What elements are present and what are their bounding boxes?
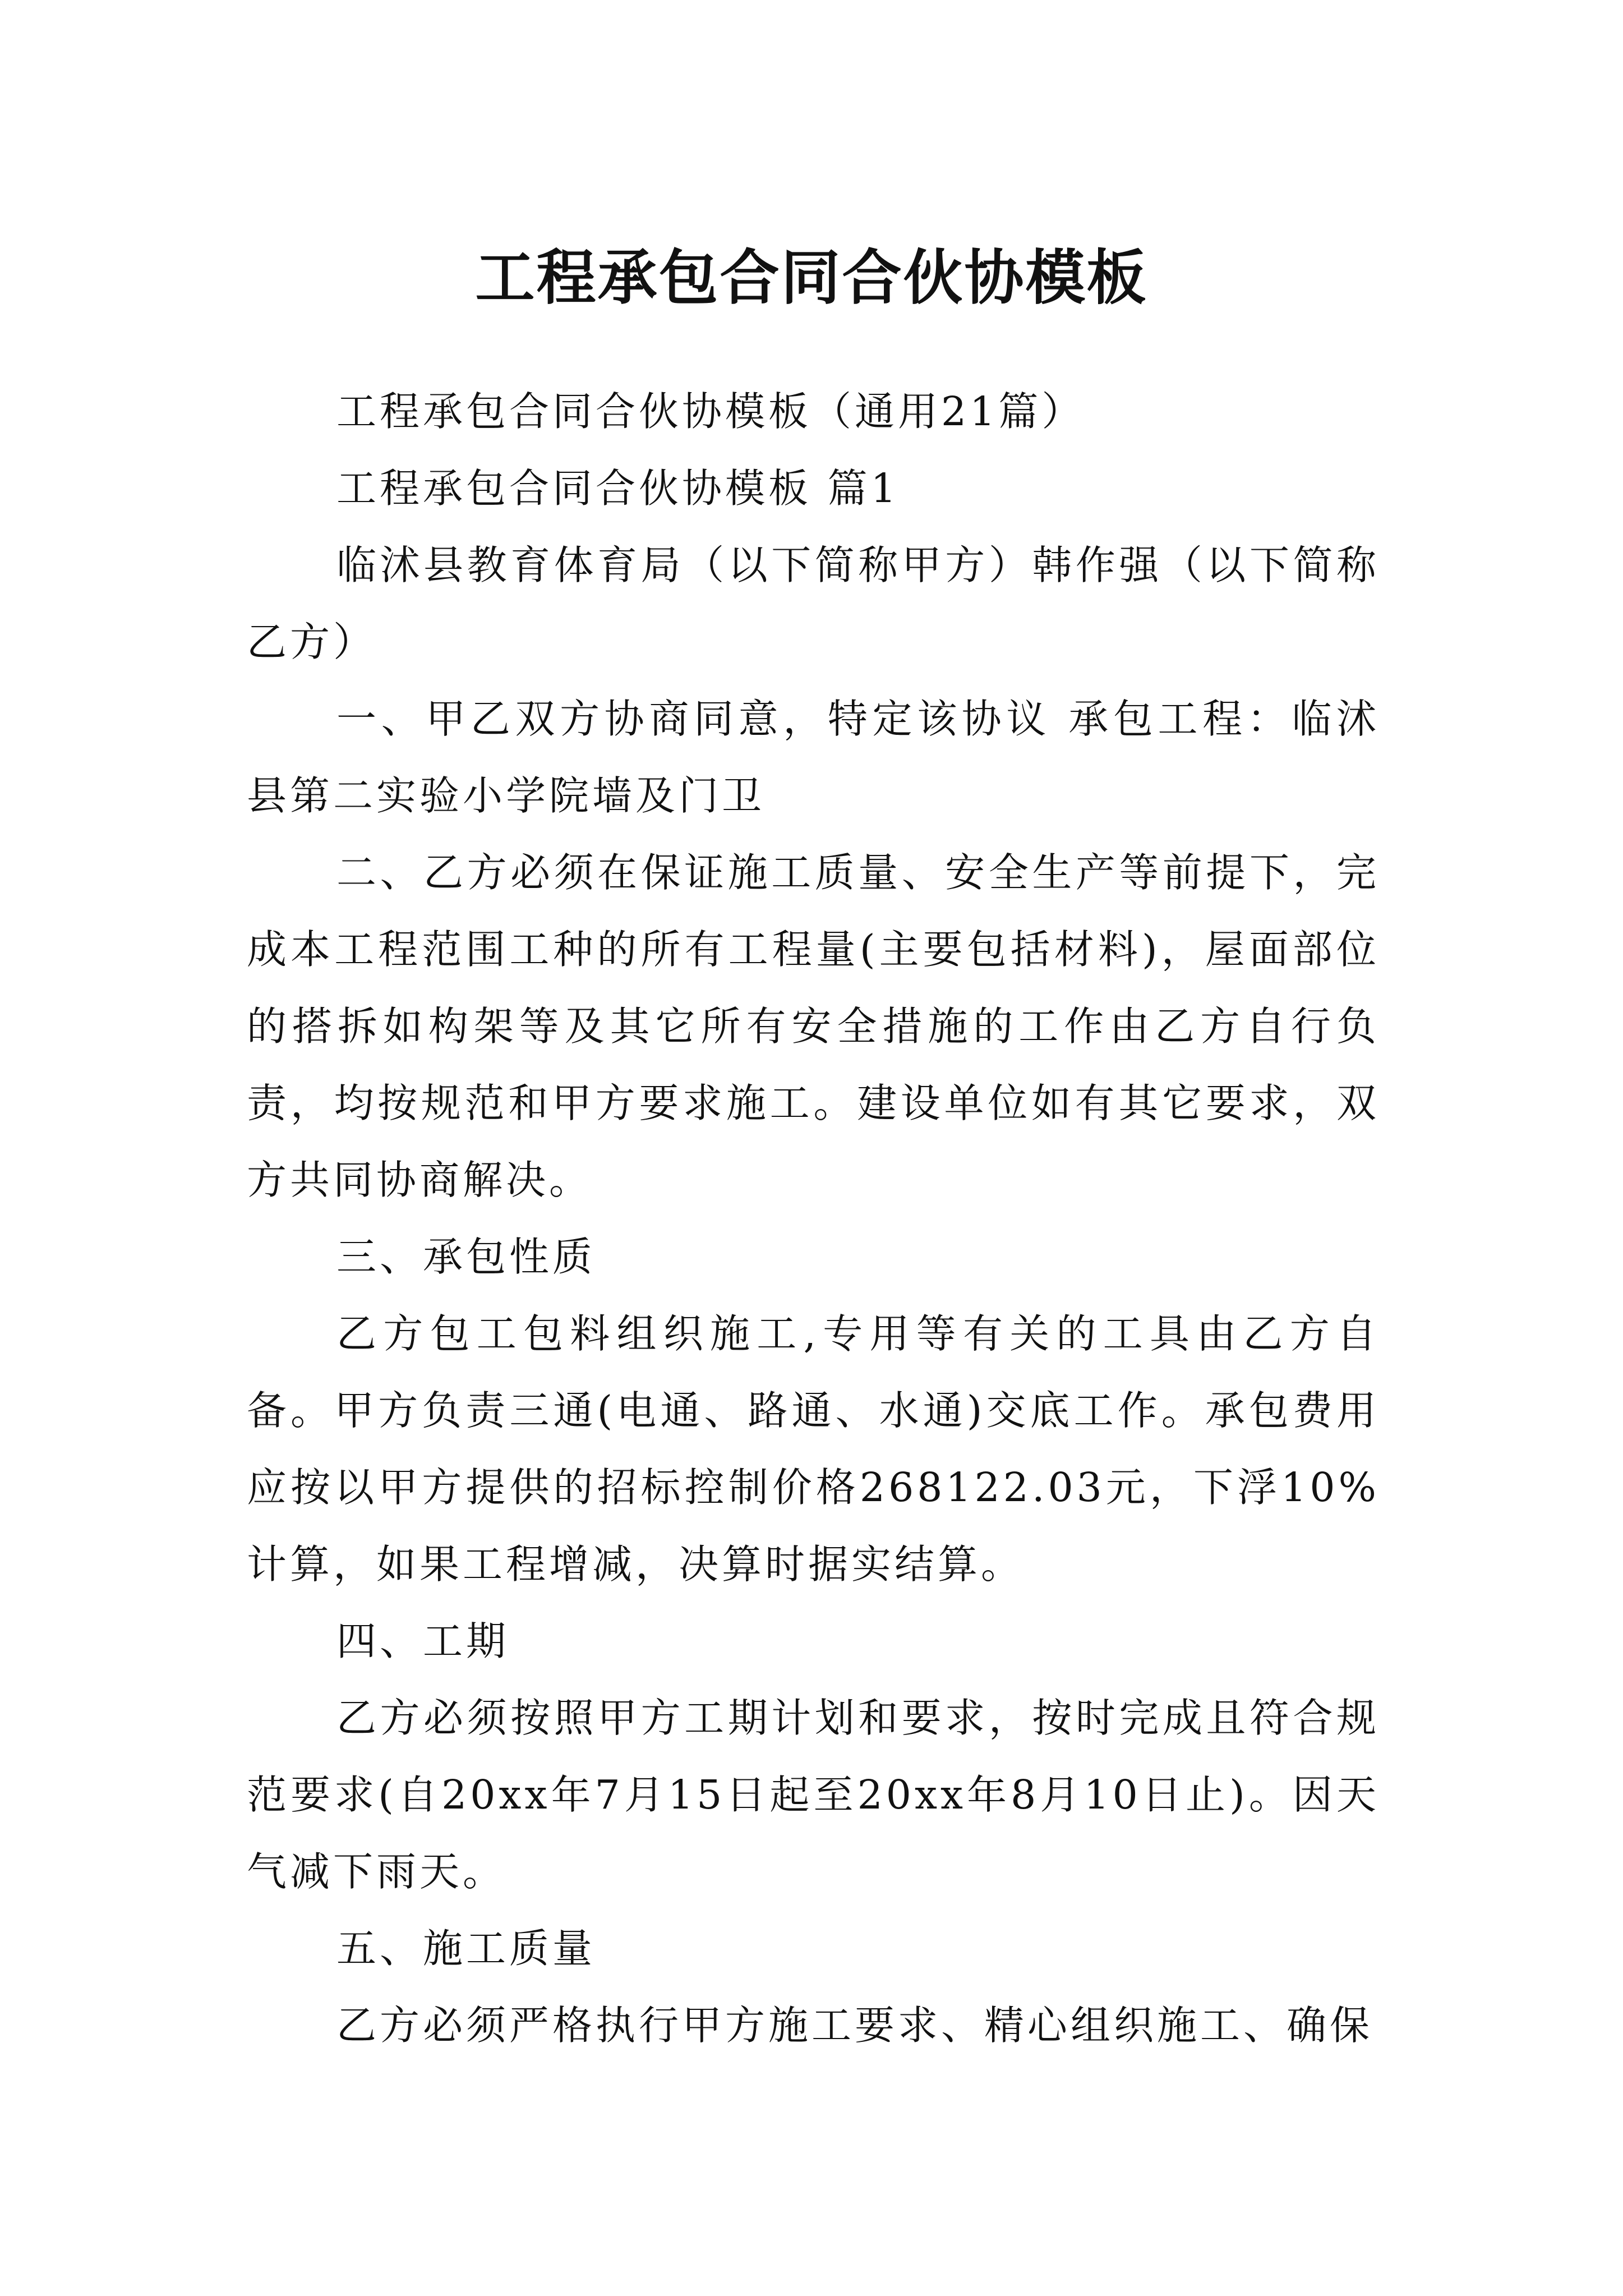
clause-4-paragraph: 乙方必须按照甲方工期计划和要求，按时完成且符合规范要求(自20xx年7月15日起至20xx年8月10日止)。因天气减下雨天。 — [247, 1695, 1380, 1895]
document-body — [247, 373, 1380, 2064]
clause-4-heading: 四、工期 — [336, 1618, 510, 1664]
section-heading-part1: 工程承包合同合伙协模板 篇1 — [336, 465, 900, 512]
clause-3-heading: 三、承包性质 — [336, 1234, 596, 1280]
clause-1-paragraph: 一、甲乙双方协商同意，特定该协议 承包工程：临沭县第二实验小学院墙及门卫 — [247, 696, 1380, 819]
document-title: 工程承包合同合伙协模板 — [475, 243, 1148, 313]
parties-paragraph: 临沭县教育体育局（以下简称甲方）韩作强（以下简称乙方） — [247, 542, 1380, 665]
clause-2-paragraph: 二、乙方必须在保证施工质量、安全生产等前提下，完成本工程范围工种的所有工程量(主要包括材料)，屋面部位的搭拆如构架等及其它所有安全措施的工作由乙方自行负责，均按规范和甲方要求施工。建设单位如有其它要求，双方共同协商解决。 — [247, 849, 1380, 1203]
clause-5-paragraph: 乙方必须严格执行甲方施工要求、精心组织施工、确保 — [336, 2002, 1373, 2049]
clause-3-paragraph: 乙方包工包料组织施工,专用等有关的工具由乙方自备。甲方负责三通(电通、路通、水通)交底工作。承包费用应按以甲方提供的招标控制价格268122.03元，下浮10%计算，如果工程增减，决算时据实结算。 — [247, 1310, 1380, 1588]
document-subtitle: 工程承包合同合伙协模板（通用21篇） — [336, 388, 1085, 435]
clause-5-heading: 五、施工质量 — [336, 1925, 596, 1972]
